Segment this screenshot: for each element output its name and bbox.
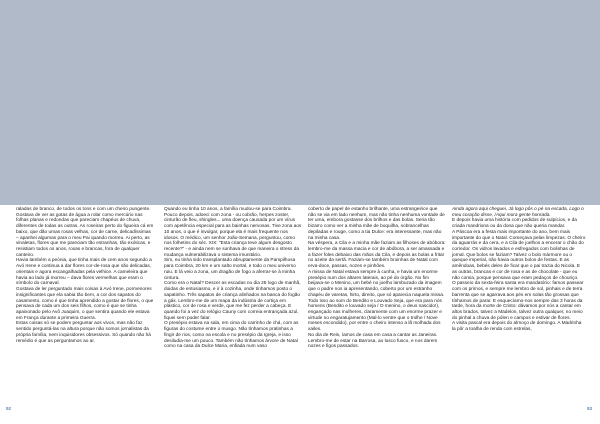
paragraph: No dia de Reis, íamos de casa em casa a cantar as Janeiras. Lembro-me de estar na Barrosa, ao lusco fusco, e nos darem nozes e figos passados. <box>308 332 438 350</box>
paragraph: O presépio estava na sala, em cima do carrinho de chá, com as figuras do costume entre o musgo. Não tínhamos pratinhas a fingir de rios, como na escola e no presépio da Igreja, e isso desiludia-me um pouco. Também não tínhamos árvore de Natal como na casa da Dulce Maria, enfiada num vaso <box>164 321 299 350</box>
paragraph: Na véspera, a Cila e a minha mãe faziam as filhoses de abóbora: lembro-me da massa macia e cor de abóbora, a ser amassada e a fazer foles debaixo das mãos da Cila, e depois as bolas a fritar no azeite da sertã. Faziam-se também broinhas de Natal com erva-doce, passas, nozes e pinhões. <box>308 241 446 270</box>
paragraph: coberto de papel de estanho brilhante, uma estrangeirice que não se via em lado nenhum, mas não tinha nenhuma vontade de ter uma, embora gostasse dos brilhos e das bolas. Seria tão bizarro como ver a minha mãe de boquilha, sobrancelhas depiladas e rouge, como a tia Dulce: era interessante, mas não na minha casa. <box>308 207 445 241</box>
paragraph: A visita pascal era depois do almoço de domingo. A Madrinha la pôr a toalha de renda com estrelas, <box>452 321 582 333</box>
paragraph: O passeio da sexta-feira santa era mandatório: famos passear com os primos, e sempre me lembro de sol, pinhais e de terra barrenta que se agarrava aos pés em solas tão grossas que tínhamos de parar. E esquecíamo-nos sempre das 3 horas da tarde, hora da morte de Cristo: dávamos por nós a cantar em altos brados, talvez a Madelon, talvez outra qualquer, no meio do pinhal a chuva de pólen e campos e estivar de flores. <box>452 281 584 321</box>
paragraph: Sim, eu tinha sido transplantado abruptamente da Pampilhosa para Coimbra, 20 km e um salto mortal, e todo o meu universo ruiu. E lá veio a zona, um dragão de fogo a aferrar-se à minha cintura. <box>164 258 296 281</box>
paragraph: Como era o Natal? Descer as escadas no dia 25 logo de manhã, doidas de entusiasmo, e ir à cozinha, onde tínhamos posto o sapatinho. Três sapatos de criança alinhados na banca do fogão a gás. Lembro-me de um mapa da indústria de cortiça em plástico, cor de rosa e verde, que me fez perder a cabeça. E quando foi a vez do relógio Cauny com correia entrançada azul, fiquei sem poder falar. <box>164 281 301 321</box>
paragraph: E depois havia uma história com pedidos de sulpícios, e da criada mandriona ou da dona que não queria mandar. <box>452 218 577 230</box>
paragraph: A Páscoa era a festa mais importante do ano, bem mais importante do que o Natal. Começava pelas limpezas. O cheiro da aguarrás e da cera, e a Cila de joelhos a encerar o chão do corredor. Os vidros lavados e esfregados com bolinhas de jornal. Que bolos se faziam? Talvez o bolo mármore ou o queque imperial, não havia outros bolos de festas. E as amêndoas, bebés deles de ficar que o pai trazia do Nicola. E as outras, brancas e cor de rosa e as de chocolate - que eu não comia, porque pensava que eram pedaços de chouriço. <box>452 229 586 281</box>
paragraph: Gostava de ler perguntado mais coisas à Avó Irene, pormenores insignificantes que ela sabia tão bem, a cor dos sapatos do casamento, como é que tinha aprendido a gostar de flores, o que pensava de cada um dos seis filhos, como é que se tinha apaixonado pelo Avô Joaquim, o que sentira quando ele estava em França durante a primeira Guerra. <box>16 287 154 321</box>
text-column-1 <box>16 207 154 344</box>
text-column-2 <box>164 207 302 350</box>
page-number-left: 92 <box>6 406 12 411</box>
text-column-3 <box>308 207 446 350</box>
paragraph: Havia também a peónia, que tinha mais de cem anos segundo a Avó Irene e continua a dar flores cor-de-rosa que são delicadas, orientais e agora escangalhadas pela velhice. A cameleira que havia ao lado já morreu – dava flores vermelhas que eram o símbolo do carnaval. <box>16 258 152 287</box>
text-column-4 <box>452 207 586 333</box>
paragraph: A missa de Natal estava sempre à cunha, e havia um enorme presépio num dos altares laterais, ao pé do órgão. No fim beijava-se o Menino, um bebé no joelho lambuzado da imagem que o padre nos ia apresentando, coberto por um estranho chapéu de varetas, hirto, direito, que só aparecia naquela missa. Todo isso ao som do Bendito e Louvado Seja, que era para nós homens (Bendito e louvado seja / O menino, o deus nascido!), engançado nas mulheres, claramente com um enorme prazer e virtude no engaratujamento (Mal-lo ventre que o trolhe / Nove meses escondido), por entre o cheiro intenso a lã molhada dos xailes. <box>308 269 445 333</box>
page-number-right: 93 <box>587 406 593 411</box>
paragraph: Quando eu tinha 10 anos, a família mudou-se para Coimbra. Pouco depois, adoeci com zona - ou cobrão, herpes zoster, cinturão de fleu, shingles... uma doença causada por um vírus com apetência especial para as bainhas nervosas. Tive zona aos 10 anos, o que é invulgar, porque ela é mais frequente nos idosos. O médico, um senhor João-Semana, perguntou, como nos folhetins do séc. XIX: "Esta criança teve algum desgosto recente?" - e ainda nem se sonhava de que maneira o stress da mudança vulnerabilizava o sistema imunitário. <box>164 207 302 258</box>
paragraph: Estas coisas só se podem perguntar aos vivos, mas não faz sentido perguntá-las na altura porque não somos jornalistas da própria família, nem inquisidores obsessivos. Só quando não há remédio é que as perguntamos ao ar. <box>16 321 151 344</box>
verse-quote: Ainda agora aqui cheguei, Já logo pôs o pé na escada, Logo o meu coração disse, /Aqui mora gente honrada. <box>452 207 584 218</box>
photo-band <box>0 0 600 205</box>
paragraph: raladas de branco, de todos os tons e com um cheiro pungente. Gostava de ver as gotas de água a rolar como mercúrio nas folhas planas e redondas que pareciam chapéus de chuva, diferentes de todas as outras. As roseiras perto do figueira cá em baixo, que dão umas rosas velhas, cor de carne, delicadíssimas – apanhei algumas para o meu Pai quando morreu. Ai perto, as vinaletas, flores que me pareciam tão estranhas, tão exóticas, e resistiam todos os anos, roxas e brancas, fora de qualquer canteiro. <box>16 207 154 258</box>
